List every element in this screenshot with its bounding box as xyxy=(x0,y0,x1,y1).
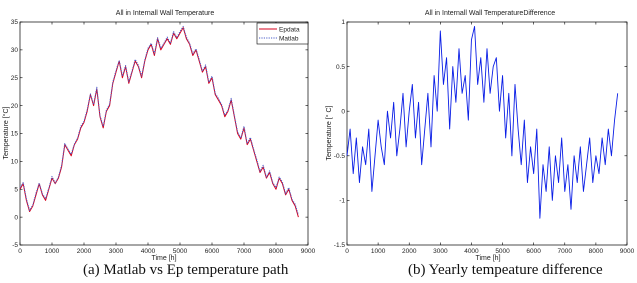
chart-left-legend xyxy=(257,23,308,44)
y-tick-label: 5 xyxy=(14,186,18,194)
x-tick-label: 7000 xyxy=(236,248,252,255)
x-tick-label: 3000 xyxy=(433,248,448,255)
x-tick-label: 7000 xyxy=(557,248,573,255)
x-tick-label: 0 xyxy=(18,248,22,255)
y-tick-label: -1.5 xyxy=(333,242,345,250)
chart-right-y-label: Temperature [° C] xyxy=(326,105,333,161)
y-tick-label: 35 xyxy=(10,19,18,27)
x-tick-label: 9000 xyxy=(300,248,316,255)
chart-left-y-label: Temperature [°C] xyxy=(3,106,10,160)
y-tick-label: 10 xyxy=(10,158,18,166)
y-tick-label: 0 xyxy=(341,108,345,116)
chart-right-title: All in Internall Wall TemperatureDifference xyxy=(424,10,556,17)
x-tick-label: 1000 xyxy=(370,248,386,255)
chart-left-title: All in Internall Wall Temperature xyxy=(115,10,215,17)
x-tick-label: 6000 xyxy=(204,248,220,255)
x-tick-label: 9000 xyxy=(619,248,635,255)
caption-left: (a) Matlab vs Ep temperature path xyxy=(83,262,289,278)
y-tick-label: -5 xyxy=(12,242,18,250)
chart-right xyxy=(325,10,635,262)
y-tick-label: 30 xyxy=(10,47,18,55)
chart-right-x-label: Time [h] xyxy=(475,255,501,262)
y-tick-label: 25 xyxy=(10,74,18,82)
y-tick-label: 0.5 xyxy=(335,63,345,71)
x-tick-label: 2000 xyxy=(401,248,417,255)
x-tick-label: 6000 xyxy=(526,248,541,255)
x-tick-label: 8000 xyxy=(268,248,284,255)
x-tick-label: 5000 xyxy=(172,248,188,255)
chart-left xyxy=(2,10,316,262)
y-tick-label: 20 xyxy=(10,102,18,110)
x-tick-label: 3000 xyxy=(108,248,124,255)
y-tick-label: 1 xyxy=(341,19,345,27)
chart-left-plot-area xyxy=(20,22,308,245)
x-tick-label: 5000 xyxy=(495,248,510,255)
caption-right: (b) Yearly tempeature difference xyxy=(408,262,603,278)
y-tick-label: 15 xyxy=(10,130,18,138)
x-tick-label: 4000 xyxy=(464,248,479,255)
y-tick-label: -0.5 xyxy=(333,153,345,160)
x-tick-label: 0 xyxy=(345,248,349,255)
x-tick-label: 2000 xyxy=(76,248,92,255)
x-tick-label: 1000 xyxy=(44,248,60,255)
chart-left-x-label: Time [h] xyxy=(151,255,177,262)
legend-label-epdata: Epdata xyxy=(279,26,300,34)
y-tick-label: 0 xyxy=(14,214,18,222)
legend-label-matlab: Matlab xyxy=(279,35,299,43)
x-tick-label: 4000 xyxy=(140,248,156,255)
y-tick-label: -1 xyxy=(339,197,345,205)
x-tick-label: 8000 xyxy=(588,248,604,255)
